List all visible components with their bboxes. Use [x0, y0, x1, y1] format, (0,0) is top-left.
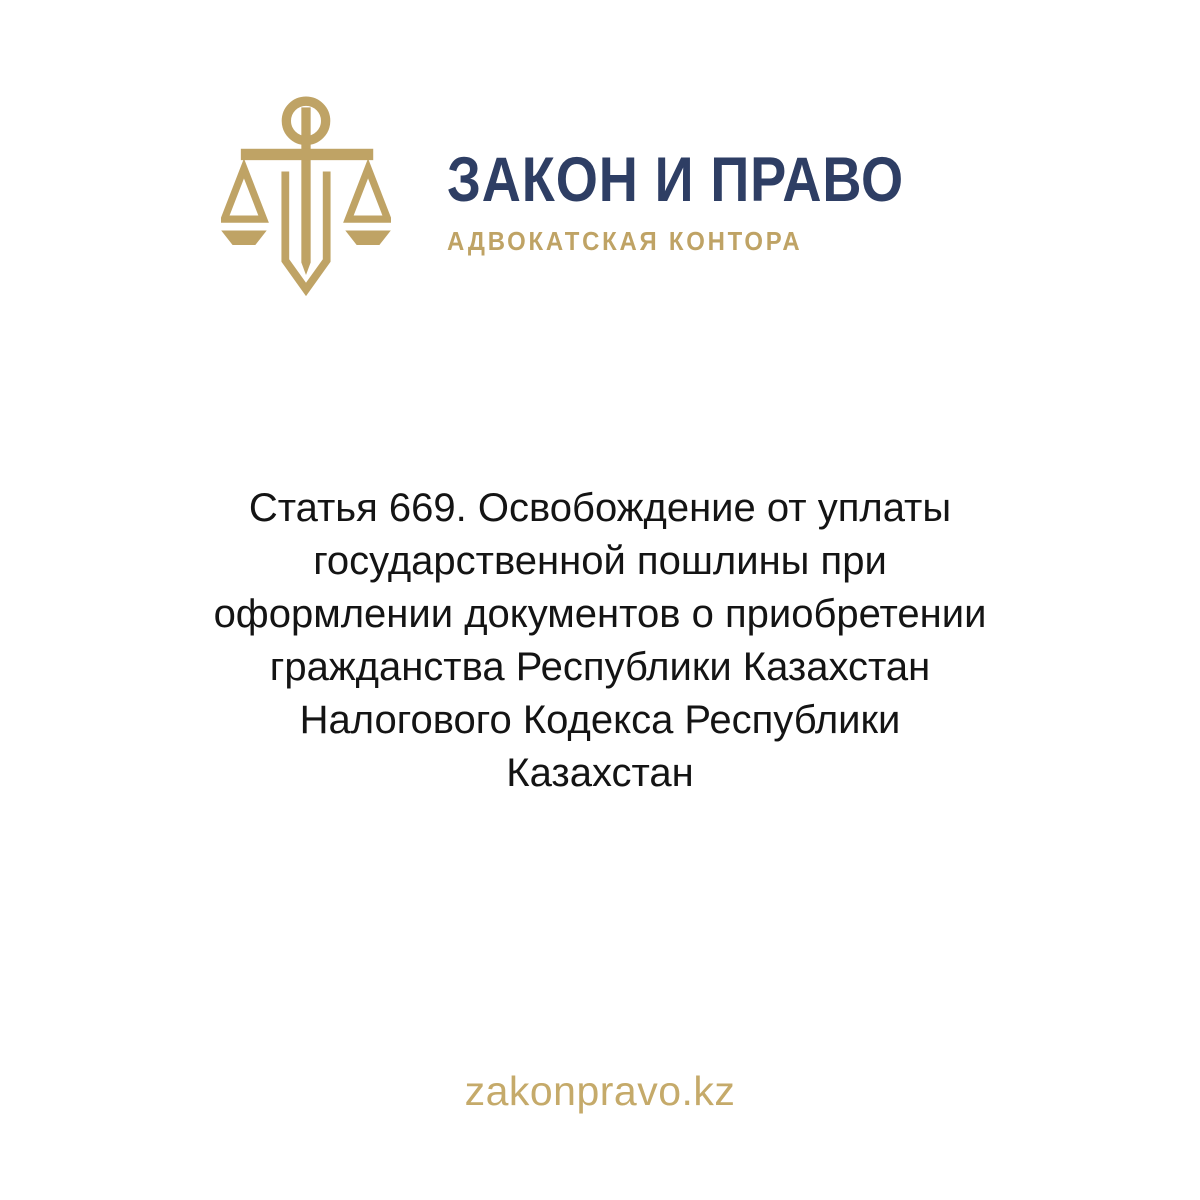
article-title-line: гражданства Республики Казахстан [269, 645, 931, 689]
article-title-line: Налогового Кодекса Республики [299, 698, 901, 742]
article-title-line: оформлении документов о приобретении [213, 592, 987, 636]
article-title-line: Статья 669. Освобождение от уплаты [248, 486, 952, 530]
footer [0, 1068, 1200, 1114]
website-link: zakonpravo.kz [464, 1068, 736, 1114]
article-title-line: государственной пошлины при [313, 539, 887, 583]
logo [0, 95, 1200, 307]
brand-name: ЗАКОН И ПРАВО [447, 144, 905, 215]
scales-of-justice-icon [221, 95, 391, 307]
brand-tagline: АДВОКАТСКАЯ КОНТОРА [447, 225, 803, 256]
article-title [100, 482, 1100, 800]
logo-wordmark [447, 144, 978, 256]
article-title-line: Казахстан [506, 751, 694, 795]
